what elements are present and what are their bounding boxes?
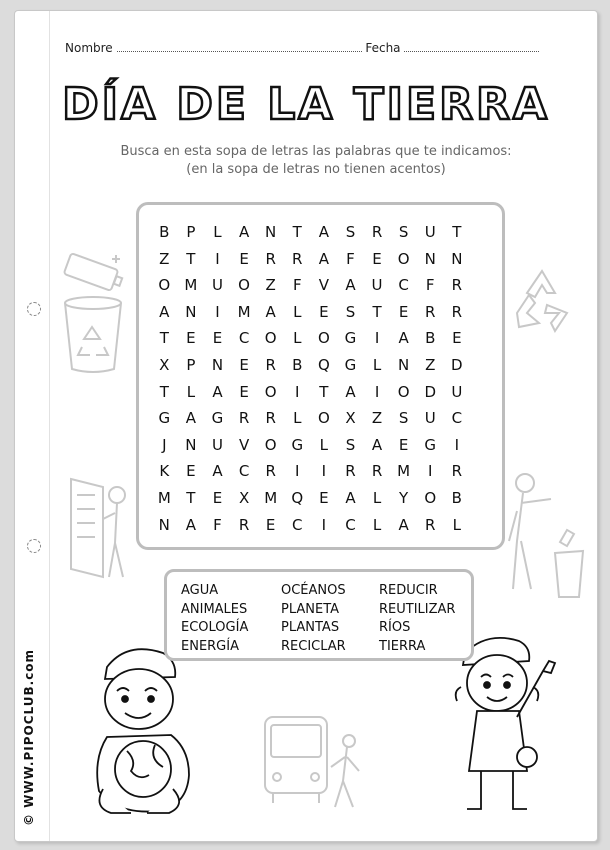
grid-letter[interactable]: M: [264, 488, 278, 507]
grid-letter[interactable]: A: [318, 223, 329, 241]
grid-letter[interactable]: U: [424, 223, 436, 241]
grid-letter[interactable]: A: [371, 435, 383, 454]
grid-letter[interactable]: I: [454, 435, 460, 454]
grid-letter[interactable]: T: [319, 382, 329, 401]
grid-letter[interactable]: G: [211, 409, 224, 428]
grid-letter[interactable]: E: [186, 329, 196, 348]
grid-letter[interactable]: Z: [159, 249, 170, 268]
grid-letter[interactable]: E: [239, 249, 249, 268]
grid-letter[interactable]: L: [293, 302, 302, 321]
grid-letter[interactable]: G: [424, 435, 437, 454]
recycle-bin-icon: [62, 295, 124, 375]
recycle-symbol-icon: [507, 265, 577, 335]
grid-letter[interactable]: G: [344, 355, 357, 374]
grid-letter[interactable]: E: [239, 382, 249, 401]
grid-letter[interactable]: O: [317, 409, 330, 428]
word-list-item: REDUCIR: [379, 583, 438, 598]
grid-letter[interactable]: G: [344, 329, 357, 348]
grid-letter[interactable]: T: [159, 329, 169, 348]
grid-letter[interactable]: Z: [371, 409, 383, 428]
grid-letter[interactable]: E: [319, 488, 329, 507]
grid-letter[interactable]: O: [424, 488, 437, 507]
grid-letter[interactable]: S: [345, 302, 356, 321]
name-line[interactable]: [117, 41, 362, 52]
header-fields: [65, 41, 539, 55]
grid-letter[interactable]: C: [292, 515, 303, 534]
grid-letter[interactable]: A: [345, 382, 356, 401]
grid-letter[interactable]: A: [212, 462, 223, 481]
grid-letter[interactable]: A: [238, 223, 250, 241]
grid-letter[interactable]: X: [159, 355, 170, 374]
grid-letter[interactable]: R: [265, 355, 276, 374]
grid-letter[interactable]: A: [185, 409, 197, 428]
grid-letter[interactable]: O: [264, 382, 277, 401]
word-list-item: PLANTAS: [281, 620, 340, 635]
grid-letter[interactable]: L: [372, 488, 382, 507]
grid-letter[interactable]: U: [451, 382, 463, 401]
grid-letter[interactable]: R: [292, 249, 303, 268]
grid-letter[interactable]: A: [159, 302, 170, 321]
grid-letter[interactable]: I: [295, 462, 300, 481]
grid-letter[interactable]: S: [345, 435, 356, 454]
word-list-item: AGUA: [181, 583, 219, 598]
instructions-line-1: Busca en esta sopa de letras las palabras que te indicamos:: [120, 144, 512, 159]
grid-letter[interactable]: E: [265, 515, 276, 534]
grid-letter[interactable]: S: [398, 409, 409, 428]
copyright-text: © WWW.PIPOCLUB.com: [22, 648, 36, 826]
grid-letter[interactable]: J: [162, 435, 167, 454]
word-list-box: [164, 569, 474, 661]
grid-letter[interactable]: U: [211, 276, 223, 295]
grid-letter[interactable]: L: [186, 382, 196, 401]
grid-letter[interactable]: R: [265, 409, 276, 428]
worksheet: [14, 10, 598, 842]
grid-letter[interactable]: Z: [425, 355, 436, 374]
title-text: DÍA DE LA TIERRA: [62, 79, 550, 129]
grid-letter[interactable]: E: [186, 462, 196, 481]
grid-letter[interactable]: I: [374, 382, 380, 401]
grid-letter[interactable]: P: [186, 355, 196, 374]
grid-letter[interactable]: R: [371, 223, 383, 241]
grid-letter[interactable]: L: [372, 515, 382, 534]
punch-hole: [27, 302, 41, 316]
grid-letter[interactable]: N: [158, 515, 170, 534]
grid-letter[interactable]: F: [292, 276, 302, 295]
grid-letter[interactable]: L: [213, 223, 222, 241]
grid-letter[interactable]: L: [319, 435, 329, 454]
word-list-item: RÍOS: [379, 620, 411, 635]
grid-letter[interactable]: N: [185, 302, 197, 321]
grid-letter[interactable]: I: [215, 302, 220, 321]
grid-letter[interactable]: E: [239, 355, 249, 374]
grid-letter[interactable]: N: [185, 435, 197, 454]
grid-letter[interactable]: I: [321, 515, 327, 534]
grid-letter[interactable]: E: [398, 302, 409, 321]
grid-letter[interactable]: R: [451, 302, 463, 321]
grid-letter[interactable]: R: [425, 302, 436, 321]
grid-letter[interactable]: M: [397, 462, 411, 481]
grid-letter[interactable]: B: [292, 355, 303, 374]
word-list-item: RECICLAR: [281, 638, 346, 654]
grid-letter[interactable]: A: [398, 515, 409, 534]
grid-letter[interactable]: G: [158, 409, 171, 428]
grid-letter[interactable]: O: [397, 249, 410, 268]
grid-letter[interactable]: O: [158, 276, 171, 295]
grid-letter[interactable]: C: [238, 462, 250, 481]
word-list-item: ECOLOGÍA: [181, 620, 249, 635]
grid-letter[interactable]: M: [157, 488, 171, 507]
grid-letter[interactable]: O: [397, 382, 410, 401]
grid-letter[interactable]: I: [374, 329, 380, 348]
grid-letter[interactable]: A: [212, 382, 223, 401]
grid-letter[interactable]: B: [159, 223, 170, 241]
grid-letter[interactable]: N: [211, 355, 224, 374]
grid-letter[interactable]: Q: [317, 355, 330, 374]
person-recycling-icon: [503, 471, 585, 601]
grid-letter[interactable]: I: [321, 462, 327, 481]
grid-letter[interactable]: M: [184, 276, 198, 295]
grid-letter[interactable]: R: [265, 249, 276, 268]
grid-letter[interactable]: B: [425, 329, 436, 348]
grid-letter[interactable]: O: [317, 329, 330, 348]
word-list-item: PLANETA: [281, 601, 340, 617]
grid-letter[interactable]: T: [372, 302, 382, 321]
grid-letter[interactable]: B: [451, 488, 462, 507]
grid-letter[interactable]: O: [264, 329, 277, 348]
word-list-item: TIERRA: [379, 638, 426, 654]
grid-letter[interactable]: T: [159, 382, 169, 401]
letter-grid: [151, 219, 470, 538]
word-list-item: ANIMALES: [181, 601, 248, 617]
grid-letter[interactable]: U: [211, 435, 223, 454]
grid-letter[interactable]: Q: [291, 488, 304, 507]
bus-icon: [261, 711, 373, 811]
word-list-item: OCÉANOS: [281, 583, 346, 598]
grid-letter[interactable]: N: [451, 249, 463, 268]
grid-letter[interactable]: A: [345, 276, 356, 295]
grid-letter[interactable]: R: [238, 409, 250, 428]
grid-letter[interactable]: U: [424, 409, 436, 428]
grid-letter[interactable]: R: [451, 276, 463, 295]
grid-letter[interactable]: L: [452, 515, 461, 534]
grid-letter[interactable]: I: [215, 249, 220, 268]
grid-letter[interactable]: Y: [399, 488, 409, 507]
grid-letter[interactable]: R: [265, 462, 276, 481]
date-label: Fecha: [365, 41, 401, 55]
grid-letter[interactable]: D: [424, 382, 437, 401]
grid-letter[interactable]: C: [451, 409, 463, 428]
grid-letter[interactable]: T: [186, 249, 196, 268]
grid-letter[interactable]: E: [398, 435, 409, 454]
grid-letter[interactable]: A: [345, 488, 356, 507]
grid-letter[interactable]: C: [345, 515, 356, 534]
grid-letter[interactable]: X: [238, 488, 250, 507]
grid-letter[interactable]: R: [425, 515, 436, 534]
grid-letter[interactable]: R: [451, 462, 463, 481]
grid-letter[interactable]: N: [398, 355, 410, 374]
grid-letter[interactable]: S: [398, 223, 409, 241]
grid-letter[interactable]: Z: [265, 276, 276, 295]
grid-letter[interactable]: K: [159, 462, 170, 481]
grid-letter[interactable]: O: [238, 276, 250, 295]
grid-letter[interactable]: C: [398, 276, 409, 295]
date-line[interactable]: [404, 41, 539, 52]
grid-letter[interactable]: E: [372, 249, 382, 268]
grid-letter[interactable]: I: [428, 462, 433, 481]
grid-letter[interactable]: E: [319, 302, 329, 321]
grid-letter[interactable]: A: [185, 515, 197, 534]
grid-letter[interactable]: T: [186, 488, 196, 507]
grid-letter[interactable]: E: [212, 488, 223, 507]
grid-letter[interactable]: A: [398, 329, 409, 348]
punch-hole: [27, 539, 41, 553]
grid-letter[interactable]: R: [371, 462, 383, 481]
grid-letter[interactable]: P: [186, 223, 196, 241]
grid-letter[interactable]: A: [318, 249, 329, 268]
grid-letter[interactable]: F: [346, 249, 355, 268]
instructions: [75, 143, 557, 179]
boy-with-globe-icon: [77, 639, 202, 819]
grid-letter[interactable]: T: [292, 223, 302, 241]
grid-letter[interactable]: E: [452, 329, 462, 348]
word-list: [181, 583, 479, 657]
word-list-item: ENERGÍA: [181, 638, 239, 654]
grid-letter[interactable]: X: [345, 409, 356, 428]
instructions-line-2: (en la sopa de letras no tienen acentos): [186, 162, 446, 177]
grid-letter[interactable]: O: [264, 435, 277, 454]
grid-letter[interactable]: D: [451, 355, 463, 374]
grid-letter[interactable]: L: [293, 409, 302, 428]
grid-letter[interactable]: C: [238, 329, 250, 348]
grid-letter[interactable]: A: [265, 302, 276, 321]
grid-letter[interactable]: N: [265, 223, 277, 241]
poster-icon: [63, 473, 135, 583]
side-strip: [15, 11, 50, 841]
grid-letter[interactable]: L: [293, 329, 302, 348]
grid-letter[interactable]: L: [372, 355, 382, 374]
grid-letter[interactable]: U: [371, 276, 383, 295]
grid-letter[interactable]: N: [424, 249, 436, 268]
grid-letter[interactable]: G: [291, 435, 304, 454]
word-list-item: REUTILIZAR: [379, 601, 456, 617]
grid-letter[interactable]: I: [295, 382, 300, 401]
grid-letter[interactable]: T: [452, 223, 462, 241]
word-search-box: [136, 202, 505, 550]
grid-letter[interactable]: M: [237, 302, 251, 321]
grid-letter[interactable]: R: [345, 462, 356, 481]
grid-letter[interactable]: F: [213, 515, 222, 534]
page-title: [15, 73, 597, 133]
grid-letter[interactable]: R: [238, 515, 250, 534]
grid-letter[interactable]: V: [318, 276, 329, 295]
grid-letter[interactable]: E: [212, 329, 223, 348]
grid-letter[interactable]: S: [345, 223, 356, 241]
grid-letter[interactable]: F: [425, 276, 435, 295]
grid-letter[interactable]: V: [238, 435, 250, 454]
name-label: Nombre: [65, 41, 113, 55]
